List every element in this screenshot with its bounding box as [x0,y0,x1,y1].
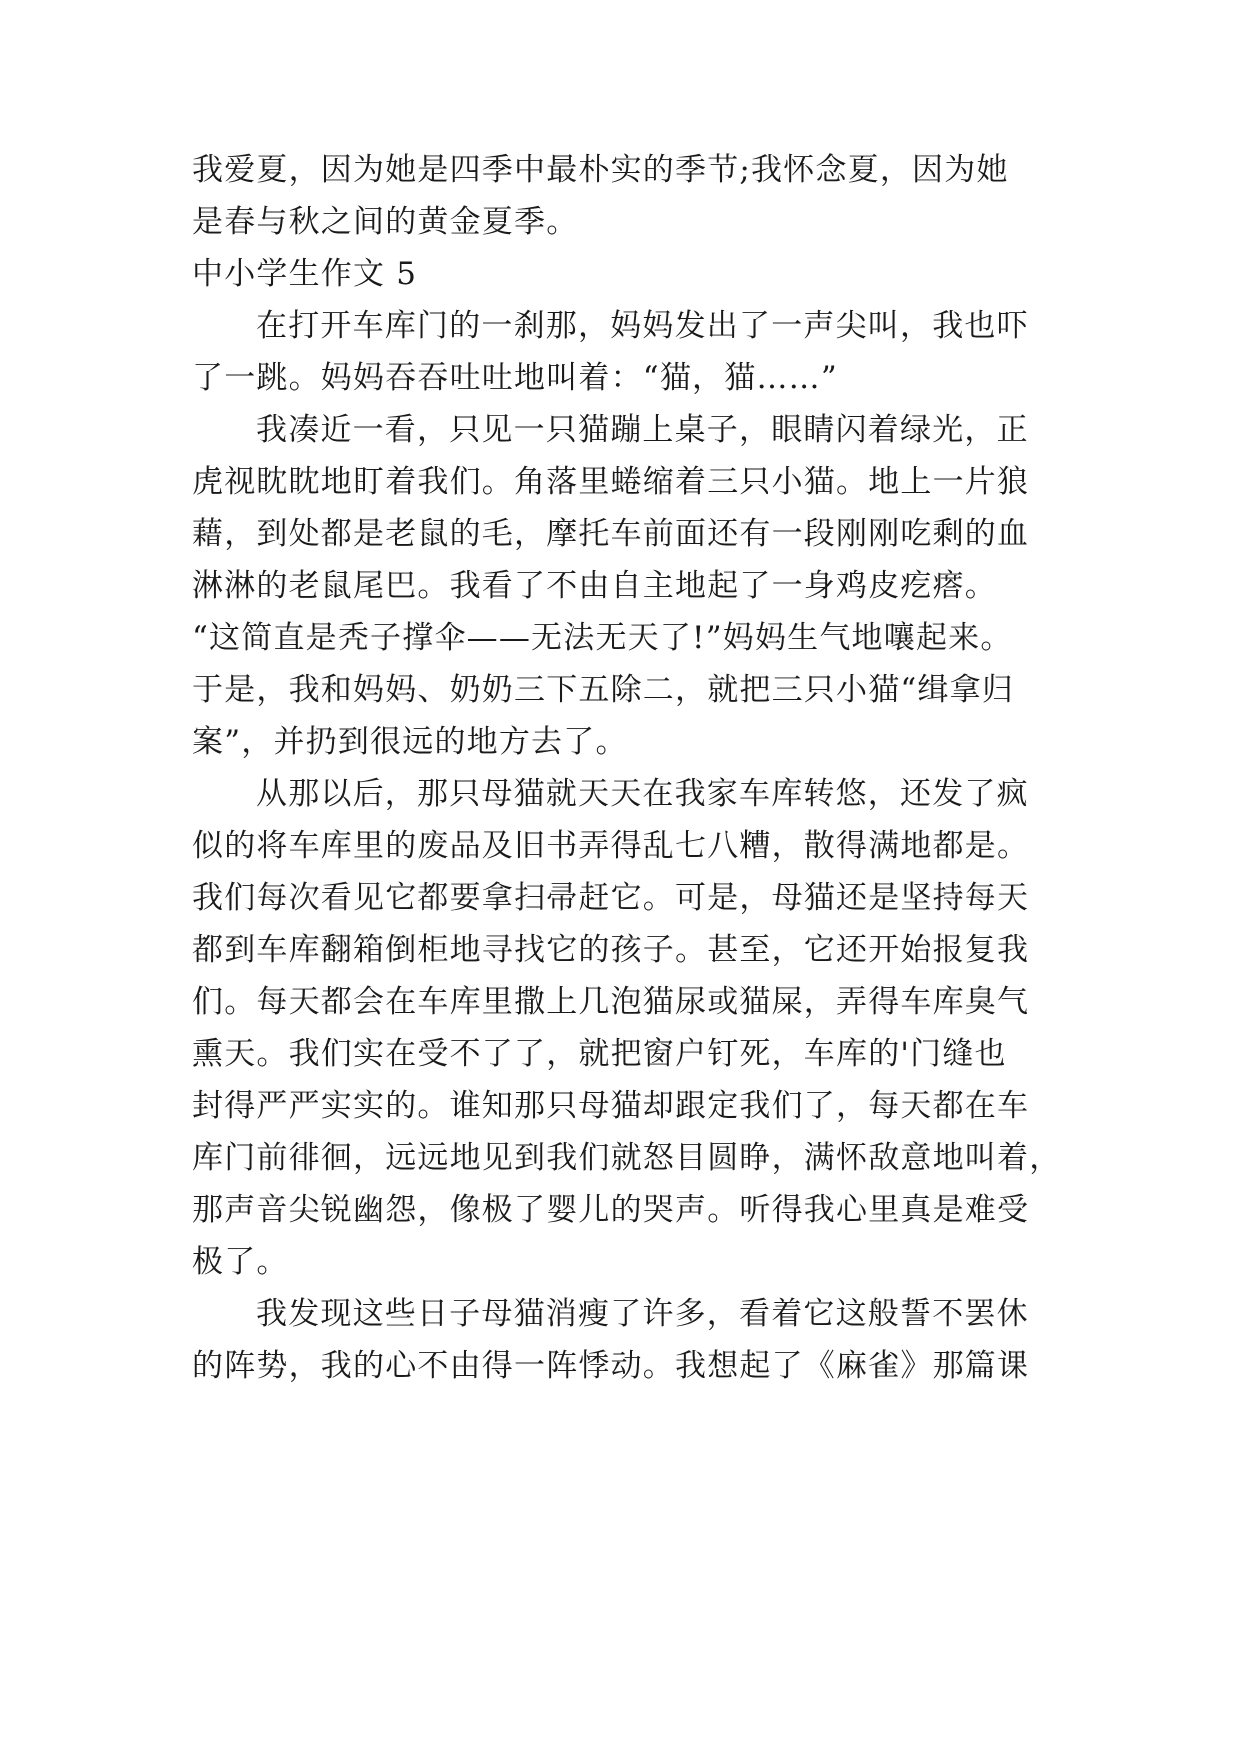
text-line: 都到车库翻箱倒柜地寻找它的孩子。甚至，它还开始报复我 [192,932,1030,968]
text-line: 从那以后，那只母猫就天天在我家车库转悠，还发了疯 [256,776,1029,812]
text-line: 了一跳。妈妈吞吞吐吐地叫着：“猫，猫……” [192,360,838,396]
text-line: 库门前徘徊，远远地见到我们就怒目圆睁，满怀敌意地叫着， [192,1140,1062,1176]
section-heading: 中小学生作文 5 [192,256,418,292]
text-line: 封得严严实实的。谁知那只母猫却跟定我们了，每天都在车 [192,1088,1030,1124]
text-line: 我发现这些日子母猫消瘦了许多，看着它这般誓不罢休 [256,1296,1029,1332]
text-line: 我们每次看见它都要拿扫帚赶它。可是，母猫还是坚持每天 [192,880,1030,916]
text-line: 那声音尖锐幽怨，像极了婴儿的哭声。听得我心里真是难受 [192,1192,1030,1228]
text-line: 藉，到处都是老鼠的毛，摩托车前面还有一段刚刚吃剩的血 [192,516,1030,552]
text-line: 极了。 [192,1244,289,1280]
text-line: 似的将车库里的废品及旧书弄得乱七八糟，散得满地都是。 [192,828,1030,864]
text-line: 淋淋的老鼠尾巴。我看了不由自主地起了一身鸡皮疙瘩。 [192,568,997,604]
text-line: 的阵势，我的心不由得一阵悸动。我想起了《麻雀》那篇课 [192,1348,1030,1384]
text-line: 我爱夏，因为她是四季中最朴实的季节;我怀念夏，因为她 [192,152,1009,188]
text-line: 于是，我和妈妈、奶奶三下五除二，就把三只小猫“缉拿归 [192,672,1015,708]
text-line: 虎视眈眈地盯着我们。角落里蜷缩着三只小猫。地上一片狼 [192,464,1030,500]
text-line: 熏天。我们实在受不了了，就把窗户钉死，车库的'门缝也 [192,1036,1007,1072]
text-line: 案”，并扔到很远的地方去了。 [192,724,628,760]
text-line: 们。每天都会在车库里撒上几泡猫尿或猫屎，弄得车库臭气 [192,984,1030,1020]
text-line: 在打开车库门的一刹那，妈妈发出了一声尖叫，我也吓 [256,308,1029,344]
text-line: “这简直是秃子撑伞——无法无天了!”妈妈生气地嚷起来。 [192,620,1013,656]
text-line: 我凑近一看，只见一只猫蹦上桌子，眼睛闪着绿光，正 [256,412,1029,448]
text-line: 是春与秋之间的黄金夏季。 [192,204,579,240]
